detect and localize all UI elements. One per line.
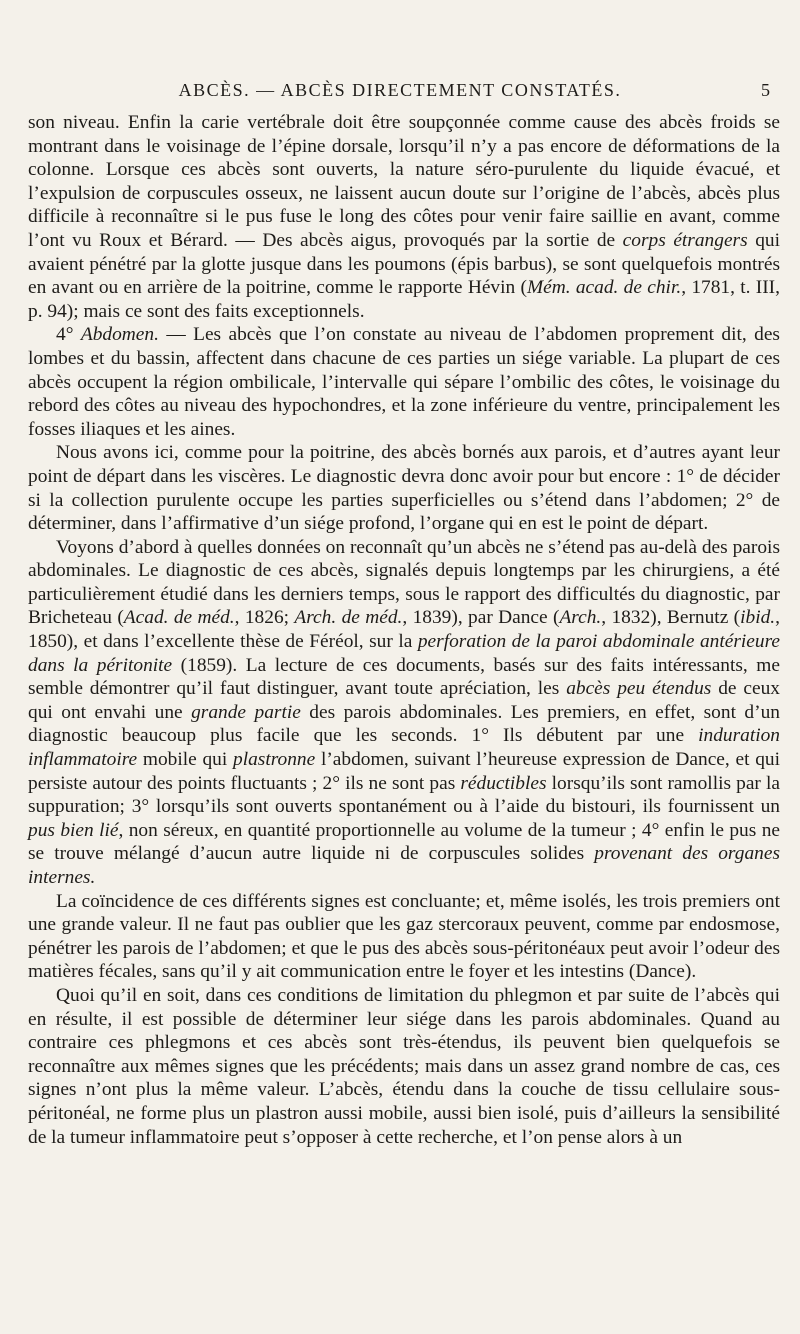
text-run: Voyons d’abord à quelles données on reconnaît qu’un abcès ne s’étend pas au-delà des parois abdominales. Le diagnostic de ces abcès, signalés depuis longtemps par les chirurgiens, a été particulièrement étudié dans les derniers temps, sous le rapport des difficultés du diagnostic, par Bricheteau (	[28, 536, 780, 629]
text-run: , 1839), par Dance (	[402, 607, 560, 629]
text-run: des parois abdominales. Les premiers, en effet, sont d’un diagnostic beaucoup plus facile que les seconds. 1° Ils débutent par une	[28, 701, 780, 747]
italic-text: induration inflammatoire	[28, 725, 780, 771]
paragraph	[28, 323, 780, 441]
italic-text: corps étrangers	[622, 229, 748, 251]
running-title: ABCÈS. — ABCÈS DIRECTEMENT CONSTATÉS.	[178, 80, 622, 100]
italic-text: Abdomen.	[80, 324, 159, 346]
italic-text: plastronne	[233, 749, 316, 771]
paragraph	[28, 984, 780, 1149]
italic-text: Arch. de méd.	[294, 607, 403, 629]
italic-text: Mém. acad. de chir.	[526, 277, 682, 299]
text-run: lorsqu’ils sont ramollis par la suppuration; 3° lorsqu’ils sont ouverts spontanément ou à l’aide du bistouri, ils fournissent un	[28, 772, 780, 818]
italic-text: perforation de la paroi abdominale antérieure dans la péritonite	[28, 631, 781, 676]
text-run: , 1850), et dans l’excellente thèse de Féréol, sur la	[28, 607, 780, 653]
paragraph	[28, 890, 780, 984]
text-run: l’abdomen, suivant l’heureuse expression de Dance, et qui persiste autour des points fluctuants ; 2° ils ne sont pas	[28, 749, 780, 794]
text-run: Nous avons ici, comme pour la poitrine, des abcès bornés aux parois, et d’autres ayant leur point de départ dans les viscères. Le diagnostic devra donc avoir pour but encore : 1° de décider si la collection purulente occupe les parties superficielles ou s’étend dans l’abdomen; 2° de déterminer, dans l’affirmative d’un siége profond, l’organe qui en est le point de départ.	[28, 442, 780, 535]
italic-text: Arch.	[559, 607, 602, 629]
italic-text: réductibles	[460, 772, 547, 794]
paragraph	[28, 111, 780, 323]
italic-text: pus bien lié	[28, 819, 119, 841]
text-run: , non séreux, en quantité proportionnelle au volume de la tumeur ; 4° enfin le pus ne se trouve mélangé d’aucun autre liquide ni de corpuscules solides	[28, 819, 780, 865]
text-run: Quoi qu’il en soit, dans ces conditions de limitation du phlegmon et par suite de l’abcès qui en résulte, il est possible de déterminer leur siége dans les parois abdominales. Quand au contraire ces phlegmons et ces abcès sont très-étendus, ils peuvent bien quelquefois se reconnaître aux mêmes signes que les précédents; mais dans un assez grand nombre de cas, ces signes n’ont plus la même valeur. L’abcès, étendu dans la couche de tissu cellulaire sous-péritonéal, ne forme plus un plastron aussi mobile, aussi bien isolé, puis d’ailleurs la sensibilité de la tumeur inflammatoire peut s’opposer à cette recherche, et l’on pense alors à un	[28, 984, 780, 1148]
running-header	[0, 80, 800, 110]
text-run: son niveau. Enfin la carie vertébrale doit être soupçonnée comme cause des abcès froids se montrant dans le voisinage de l’épine dorsale, lorsqu’il n’y a pas encore de déformations de la colonne. Lorsque ces abcès sont ouverts, la nature séro-purulente du liquide évacué, et l’expulsion de corpuscules osseux, ne laissent aucun doute sur l’origine de l’abcès, abcès plus difficile à reconnaître si le pus fuse le long des côtes pour venir faire saillie en avant, comme l’ont vu Roux et Bérard. — Des abcès aigus, provoqués par la sortie de	[28, 112, 780, 251]
italic-text: Acad. de méd.	[123, 607, 235, 629]
italic-text: ibid.	[740, 607, 776, 629]
text-run: , 1826;	[234, 607, 295, 629]
text-run: , 1832), Bernutz (	[601, 607, 741, 629]
text-run: mobile qui	[137, 749, 233, 771]
text-run: 4°	[56, 324, 81, 346]
text-run: La coïncidence de ces différents signes est concluante; et, même isolés, les trois premiers ont une grande valeur. Il ne faut pas oublier que les gaz stercoraux peuvent, comme par endosmose, pénétrer les parois de l’abdomen; et que le pus des abcès sous-péritonéaux peut avoir l’odeur des matières fécales, sans qu’il y ait communication entre le foyer et les intestins (Dance).	[28, 890, 780, 983]
italic-text: provenant des organes internes.	[28, 843, 780, 888]
italic-text: grande partie	[191, 701, 301, 723]
page-number: 5	[761, 80, 770, 100]
text-run: qui avaient pénétré par la glotte jusque dans les poumons (épis barbus), se sont quelquefois montrés en avant ou en arrière de la poitrine, comme le rapporte Hévin (	[28, 229, 780, 299]
italic-text: abcès peu étendus	[566, 678, 712, 700]
paragraph	[28, 536, 780, 890]
text-run: de ceux qui ont envahi une	[28, 678, 780, 723]
text-run: , 1781, t. III, p. 94); mais ce sont des faits exceptionnels.	[28, 277, 780, 322]
body-text	[28, 111, 780, 1149]
paragraph	[28, 441, 780, 535]
text-run: — Les abcès que l’on constate au niveau de l’abdomen proprement dit, des lombes et du bassin, affectent dans chacune de ces parties un siége variable. La plupart de ces abcès occupent la région ombilicale, l’intervalle qui sépare l’ombilic des côtes, le voisinage du rebord des côtes au niveau des hypochondres, et la zone inférieure du ventre, principalement les fosses iliaques et les aines.	[28, 324, 780, 440]
text-run: (1859). La lecture de ces documents, basés sur des faits intéressants, me semble démontrer qu’il faut distinguer, avant toute apréciation, les	[28, 654, 780, 700]
